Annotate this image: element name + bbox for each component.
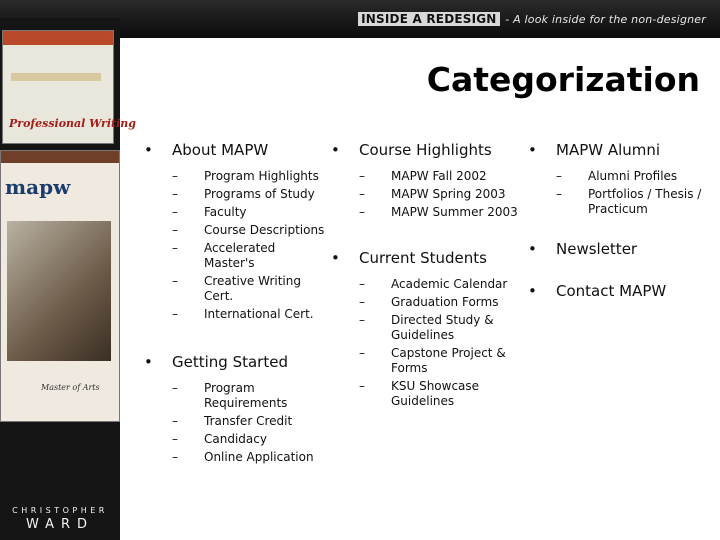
subitem: [172, 307, 325, 322]
subitem-label: Portfolios / Thesis / Practicum: [588, 187, 702, 216]
category-newsletter: [524, 239, 714, 259]
subitem-list: [172, 169, 325, 322]
category-about-mapw: [140, 140, 325, 322]
dash-icon: –: [172, 414, 178, 428]
category-getting-started: [140, 352, 325, 465]
dash-icon: –: [172, 307, 178, 321]
banner-title: [358, 12, 706, 26]
screenshot-nav-bar: [11, 73, 101, 81]
dash-icon: –: [172, 187, 178, 201]
subitem: [359, 346, 522, 376]
subitem-label: MAPW Spring 2003: [391, 187, 506, 201]
screenshot-header-bar: [3, 31, 113, 45]
subitem-label: Accelerated Master's: [204, 241, 276, 270]
subitem-label: Alumni Profiles: [588, 169, 678, 183]
subitem-label: Program Requirements: [204, 381, 288, 410]
subitem: [556, 169, 714, 184]
category-label: Contact MAPW: [556, 282, 667, 300]
subitem-label: Capstone Project & Forms: [391, 346, 506, 375]
banner-tagline: - A look inside for the non-designer: [501, 13, 706, 26]
dash-icon: –: [359, 379, 365, 393]
dash-icon: –: [359, 295, 365, 309]
subitem-label: Directed Study & Guidelines: [391, 313, 494, 342]
dash-icon: –: [556, 187, 562, 201]
subitem: [359, 187, 522, 202]
subitem: [172, 205, 325, 220]
category-label: Newsletter: [556, 240, 638, 258]
subitem-label: Programs of Study: [204, 187, 315, 201]
category-label: Current Students: [359, 249, 487, 267]
subitem-label: MAPW Fall 2002: [391, 169, 487, 183]
subitem-label: Creative Writing Cert.: [204, 274, 301, 303]
subitem: [359, 313, 522, 343]
screenshot-heading: Professional Writing: [9, 117, 136, 130]
category-label: About MAPW: [172, 141, 269, 159]
bullet-icon: •: [528, 141, 537, 159]
column-2: [327, 140, 522, 425]
category-label: Course Highlights: [359, 141, 492, 159]
dash-icon: –: [359, 277, 365, 291]
subitem-label: Course Descriptions: [204, 223, 325, 237]
column-1: [140, 140, 325, 481]
subitem: [172, 381, 325, 411]
subitem-list: [172, 381, 325, 465]
subitem-label: International Cert.: [204, 307, 314, 321]
screenshot-header-bar: [1, 151, 119, 163]
dash-icon: –: [359, 187, 365, 201]
collage-screenshot-mapw: [0, 150, 120, 422]
dash-icon: –: [172, 381, 178, 395]
website-screenshot-collage: [0, 18, 136, 540]
subitem: [172, 414, 325, 429]
subitem-label: Candidacy: [204, 432, 267, 446]
bullet-icon: •: [331, 249, 340, 267]
subitem-label: KSU Showcase Guidelines: [391, 379, 480, 408]
subitem: [359, 295, 522, 310]
category-mapw-alumni: [524, 140, 714, 217]
column-3: [524, 140, 714, 317]
dash-icon: –: [359, 313, 365, 327]
category-course-highlights: [327, 140, 522, 220]
slide-title: Categorization: [426, 60, 700, 99]
bullet-icon: •: [144, 141, 153, 159]
dash-icon: –: [172, 205, 178, 219]
dash-icon: –: [359, 346, 365, 360]
subitem-label: Transfer Credit: [204, 414, 293, 428]
category-label: MAPW Alumni: [556, 141, 661, 159]
subitem: [172, 223, 325, 238]
dash-icon: –: [172, 432, 178, 446]
dash-icon: –: [172, 450, 178, 464]
subitem-label: Graduation Forms: [391, 295, 499, 309]
category-label: Getting Started: [172, 353, 288, 371]
bullet-icon: •: [331, 141, 340, 159]
dash-icon: –: [172, 223, 178, 237]
collage-screenshot-professional-writing: [2, 30, 136, 144]
christopher-ward-logo: [0, 506, 120, 532]
dash-icon: –: [359, 205, 365, 219]
subitem-label: Faculty: [204, 205, 247, 219]
subitem: [359, 169, 522, 184]
bullet-icon: •: [528, 240, 537, 258]
dash-icon: –: [556, 169, 562, 183]
subitem: [172, 450, 325, 465]
subitem: [556, 187, 714, 217]
subitem: [172, 241, 325, 271]
banner-brand: INSIDE A REDESIGN: [358, 12, 499, 26]
subitem: [359, 379, 522, 409]
subitem: [172, 169, 325, 184]
screenshot-logo-text: mapw: [5, 175, 71, 199]
logo-line-1: CHRISTOPHER: [12, 506, 108, 515]
subitem: [172, 432, 325, 447]
subitem-label: Program Highlights: [204, 169, 319, 183]
category-contact-mapw: [524, 281, 714, 301]
dash-icon: –: [172, 241, 178, 255]
subitem: [172, 187, 325, 202]
bullet-icon: •: [144, 353, 153, 371]
dash-icon: –: [172, 274, 178, 288]
subitem-list: [359, 277, 522, 409]
subitem-label: Online Application: [204, 450, 314, 464]
subitem: [359, 205, 522, 220]
logo-line-2: WARD: [25, 517, 95, 532]
subitem-list: [556, 169, 714, 217]
subitem: [359, 277, 522, 292]
subitem-label: Academic Calendar: [391, 277, 508, 291]
subitem-label: MAPW Summer 2003: [391, 205, 518, 219]
dash-icon: –: [172, 169, 178, 183]
dash-icon: –: [359, 169, 365, 183]
screenshot-caption: Master of Arts: [41, 383, 100, 392]
subitem: [172, 274, 325, 304]
subitem-list: [359, 169, 522, 220]
category-current-students: [327, 248, 522, 409]
screenshot-photo: [7, 221, 111, 361]
bullet-icon: •: [528, 282, 537, 300]
